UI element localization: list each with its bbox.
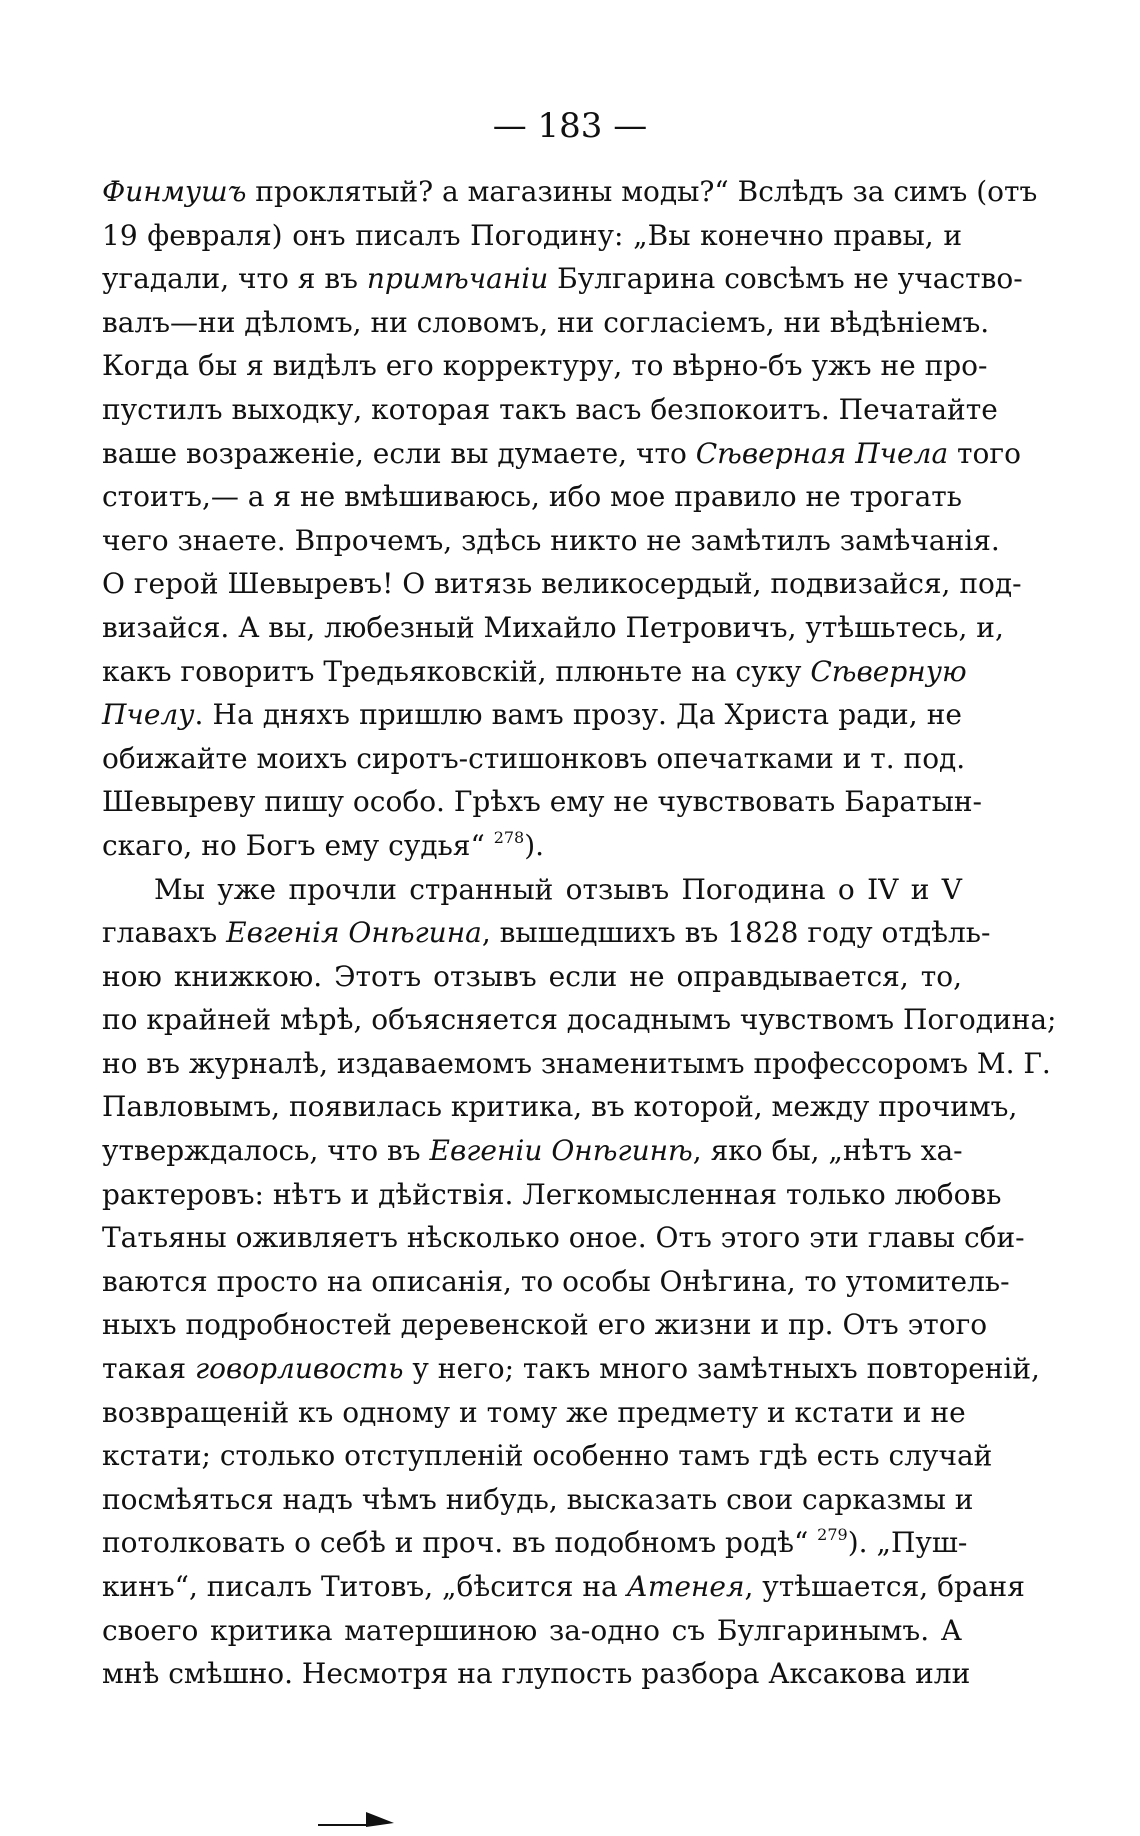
text-segment: , утѣшается, браня — [744, 1570, 1025, 1603]
text-line — [102, 170, 1038, 214]
text-line — [102, 1652, 971, 1696]
text-segment: посмѣяться надъ чѣмъ нибудь, высказать свои сарказмы и — [102, 1482, 974, 1516]
text-segment: , вышедшихъ въ 1828 году отдѣль- — [481, 916, 991, 950]
text-line — [102, 1347, 1040, 1391]
text-segment: угадали, что я въ — [102, 262, 367, 296]
text-segment: кинъ“, писалъ Титовъ, „бѣсится на — [102, 1570, 627, 1603]
italic-text: примѣчаніи — [366, 262, 549, 296]
text-line — [102, 824, 962, 868]
text-segment: ваются просто на описанія, то особы Онѣгина, то утомитель- — [102, 1264, 1010, 1298]
italic-text: Евгенія Онѣгина — [226, 916, 482, 950]
page-number: — 183 — — [492, 106, 648, 146]
text-line — [102, 998, 1057, 1042]
text-segment: того — [948, 436, 1021, 470]
text-line — [102, 1129, 962, 1173]
text-segment: утверждалось, что въ — [102, 1134, 430, 1168]
text-segment: ). — [524, 828, 545, 862]
text-segment: возвращеній къ одному и тому же предмету и кстати и не — [102, 1395, 966, 1429]
text-segment: рактеровъ: нѣтъ и дѣйствія. Легкомысленная только любовь — [102, 1177, 1002, 1211]
text-segment: скаго, но Богъ ему судья“ — [102, 828, 494, 862]
footnote-ref: 278 — [493, 827, 525, 847]
text-segment: у него; такъ много замѣтныхъ повтореній, — [403, 1352, 1040, 1386]
text-line — [102, 737, 966, 781]
text-segment: 19 февраля) онъ писалъ Погодину: „Вы конечно правы, и — [102, 218, 962, 252]
text-segment: Татьяны оживляетъ нѣсколько оное. Отъ этого эти главы сби- — [102, 1221, 1025, 1255]
text-segment: потолковать о себѣ и проч. въ подобномъ родѣ“ — [102, 1526, 818, 1560]
text-line — [102, 301, 990, 345]
paragraph-2 — [102, 868, 1057, 1696]
text-segment: пустилъ выходку, которая такъ васъ безпокоитъ. Печатайте — [102, 392, 998, 426]
text-segment: ваше возраженіе, если вы думаете, что — [102, 436, 696, 470]
text-line — [102, 1521, 968, 1565]
footnote-ref: 279 — [817, 1525, 848, 1545]
text-segment: мнѣ смѣшно. Несмотря на глупость разбора Аксакова или — [102, 1657, 971, 1691]
text-line — [102, 1478, 974, 1522]
text-line — [102, 693, 962, 737]
text-segment: но въ журналѣ, издаваемомъ знаменитымъ профессоромъ М. Г. — [102, 1046, 1051, 1080]
text-line — [102, 257, 1023, 301]
text-line — [102, 1391, 966, 1435]
italic-text: Пчелу — [102, 698, 195, 732]
text-line — [102, 780, 982, 824]
text-segment: ныхъ подробностей деревенской его жизни и пр. Отъ этого — [102, 1308, 988, 1342]
text-line — [102, 1260, 1010, 1304]
text-segment: главахъ — [102, 916, 227, 950]
text-line — [102, 432, 1021, 476]
text-line — [102, 214, 962, 258]
text-line — [102, 868, 962, 912]
text-segment: ). „Пуш- — [847, 1526, 968, 1560]
text-line — [102, 955, 962, 999]
italic-text: говорливость — [194, 1352, 404, 1386]
italic-text: Сѣверная Пчела — [695, 436, 949, 470]
text-line — [102, 475, 962, 519]
text-segment: О герой Шевыревъ! О витязь великосердый, подвизайся, под- — [102, 567, 1022, 601]
text-segment: кстати; столько отступленій особенно тамъ гдѣ есть случай — [102, 1439, 993, 1473]
text-line — [102, 1609, 962, 1653]
text-segment: Мы уже прочли странный отзывъ Погодина о IV и V — [154, 872, 962, 906]
text-line — [102, 1565, 1025, 1609]
text-line — [102, 1216, 1025, 1260]
text-segment: такая — [102, 1352, 195, 1386]
italic-text: Евгеніи Онѣгинѣ — [429, 1134, 693, 1168]
text-line — [102, 344, 988, 388]
arrow-right-icon — [316, 1808, 396, 1828]
paragraph-1 — [102, 170, 1038, 868]
text-segment: обижайте моихъ сиротъ-стишонковъ опечатками и т. под. — [102, 741, 966, 775]
text-line — [102, 388, 998, 432]
text-segment: . На дняхъ пришлю вамъ прозу. Да Христа ради, не — [194, 698, 962, 732]
text-line — [102, 562, 1022, 606]
body-text — [102, 170, 1057, 1696]
text-segment: своего критика матершиною за-одно съ Булгаринымъ. А — [102, 1613, 962, 1647]
text-segment: чего знаете. Впрочемъ, здѣсь никто не замѣтилъ замѣчанія. — [102, 523, 1000, 557]
text-segment: Павловымъ, появилась критика, въ которой, между прочимъ, — [102, 1090, 1018, 1124]
text-line — [102, 606, 1004, 650]
text-segment: визайся. А вы, любезный Михайло Петровичъ, утѣшьтесь, и, — [102, 610, 1004, 644]
text-segment: стоитъ,— а я не вмѣшиваюсь, ибо мое правило не трогать — [102, 480, 962, 514]
text-line — [102, 911, 991, 955]
text-segment: по крайней мѣрѣ, объясняется досаднымъ чувствомъ Погодина; — [102, 1003, 1057, 1037]
text-segment: какъ говоритъ Тредьяковскій, плюньте на суку — [102, 654, 811, 688]
text-segment: ною книжкою. Этотъ отзывъ если не оправдывается, то, — [102, 959, 962, 993]
text-segment: валъ—ни дѣломъ, ни словомъ, ни согласіемъ, ни вѣдѣніемъ. — [102, 305, 990, 339]
italic-text: Атенея — [626, 1570, 745, 1603]
text-line — [102, 519, 1000, 563]
text-line — [102, 1085, 1018, 1129]
text-segment: проклятый? а магазины моды?“ Вслѣдъ за симъ (отъ — [246, 175, 1038, 208]
text-line — [102, 1173, 1002, 1217]
text-line — [102, 1434, 993, 1478]
text-line — [102, 1303, 988, 1347]
text-segment: Когда бы я видѣлъ его корректуру, то вѣрно-бъ ужъ не про- — [102, 349, 988, 383]
text-line — [102, 1042, 1051, 1086]
text-segment: Булгарина совсѣмъ не участво- — [548, 262, 1023, 296]
text-segment: Шевыреву пишу особо. Грѣхъ ему не чувствовать Баратын- — [102, 785, 982, 819]
italic-text: Сѣверную — [810, 654, 967, 688]
text-line — [102, 650, 967, 694]
text-segment: , яко бы, „нѣтъ ха- — [692, 1134, 963, 1168]
italic-text: Финмушъ — [102, 175, 247, 208]
